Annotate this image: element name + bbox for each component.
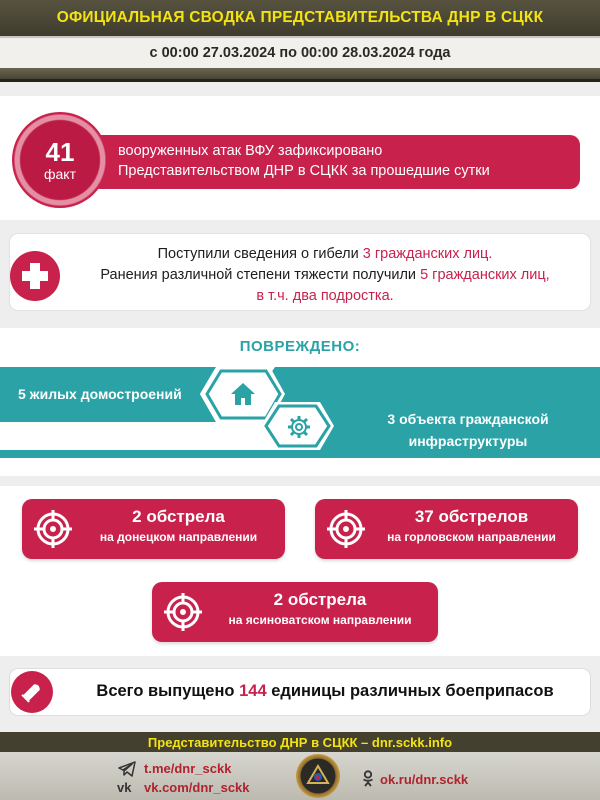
attacks-count-badge [12, 112, 108, 208]
medical-cross-icon [10, 251, 60, 301]
attacks-count: 41 [45, 137, 75, 167]
casualties-injured-prefix: Ранения различной степени тяжести получили [100, 267, 421, 283]
shelling-direction: на горловском направлении [387, 530, 556, 544]
shelling-direction: на ясиноватском направлении [228, 613, 412, 627]
damaged-infra-line-2: инфраструктуры [408, 433, 528, 449]
casualties-injured-value: 5 гражданских лиц, [420, 267, 550, 283]
attacks-unit: факт [44, 166, 76, 182]
damaged-infra-line-1: 3 объекта гражданской [387, 411, 549, 427]
odnoklassniki-icon [362, 770, 374, 788]
casualties-dead-value: 3 гражданских лиц. [362, 246, 493, 262]
damaged-homes: 5 жилых домостроений [18, 386, 182, 402]
footer-site[interactable]: Представительство ДНР в СЦКК – dnr.sckk.info [0, 732, 600, 752]
shelling-card-yasinovataya [152, 582, 438, 642]
crosshair-icon [164, 593, 202, 631]
svg-text:vk: vk [117, 780, 132, 794]
damaged-title: ПОВРЕЖДЕНО: [239, 338, 361, 355]
casualties-dead-line [70, 244, 580, 265]
crosshair-icon [34, 510, 72, 548]
vk-link[interactable]: vk.com/dnr_sckk [144, 780, 250, 795]
crosshair-icon [327, 510, 365, 548]
ammo-prefix: Всего выпущено [96, 682, 240, 700]
header-divider [0, 68, 600, 82]
shelling-card-donetsk [22, 499, 285, 559]
shelling-card-gorlovka [315, 499, 578, 559]
telegram-icon [118, 761, 136, 777]
attacks-description [90, 135, 580, 189]
damaged-infrastructure [368, 408, 568, 452]
shelling-count: 2 обстрела [132, 507, 225, 526]
casualties-injured-note: в т.ч. два подростка. [256, 288, 394, 304]
ok-link[interactable]: ok.ru/dnr.sckk [380, 772, 469, 787]
emblem-icon [296, 754, 340, 798]
bullet-icon [11, 671, 53, 713]
casualties-injured-line [70, 265, 580, 286]
shelling-direction: на донецком направлении [99, 530, 258, 544]
report-period: с 00:00 27.03.2024 по 00:00 28.03.2024 года [0, 36, 600, 68]
vk-icon [117, 780, 137, 794]
shelling-count: 2 обстрела [273, 590, 367, 609]
casualties-text [70, 244, 580, 307]
ammo-value: 144 [239, 682, 267, 700]
ammo-summary [60, 682, 590, 701]
attacks-line-2: Представительством ДНР в СЦКК за прошедшие сутки [118, 163, 490, 179]
casualties-dead-prefix: Поступили сведения о гибели [157, 246, 363, 262]
shelling-count: 37 обстрелов [414, 507, 529, 526]
house-icon [229, 381, 257, 407]
gear-icon [286, 414, 312, 440]
attacks-line-1: вооруженных атак ВФУ зафиксировано [118, 143, 383, 159]
ammo-suffix: единицы различных боеприпасов [266, 682, 554, 700]
telegram-link[interactable]: t.me/dnr_sckk [144, 761, 232, 776]
page-title: ОФИЦИАЛЬНАЯ СВОДКА ПРЕДСТАВИТЕЛЬСТВА ДНР В СЦКК [0, 0, 600, 36]
